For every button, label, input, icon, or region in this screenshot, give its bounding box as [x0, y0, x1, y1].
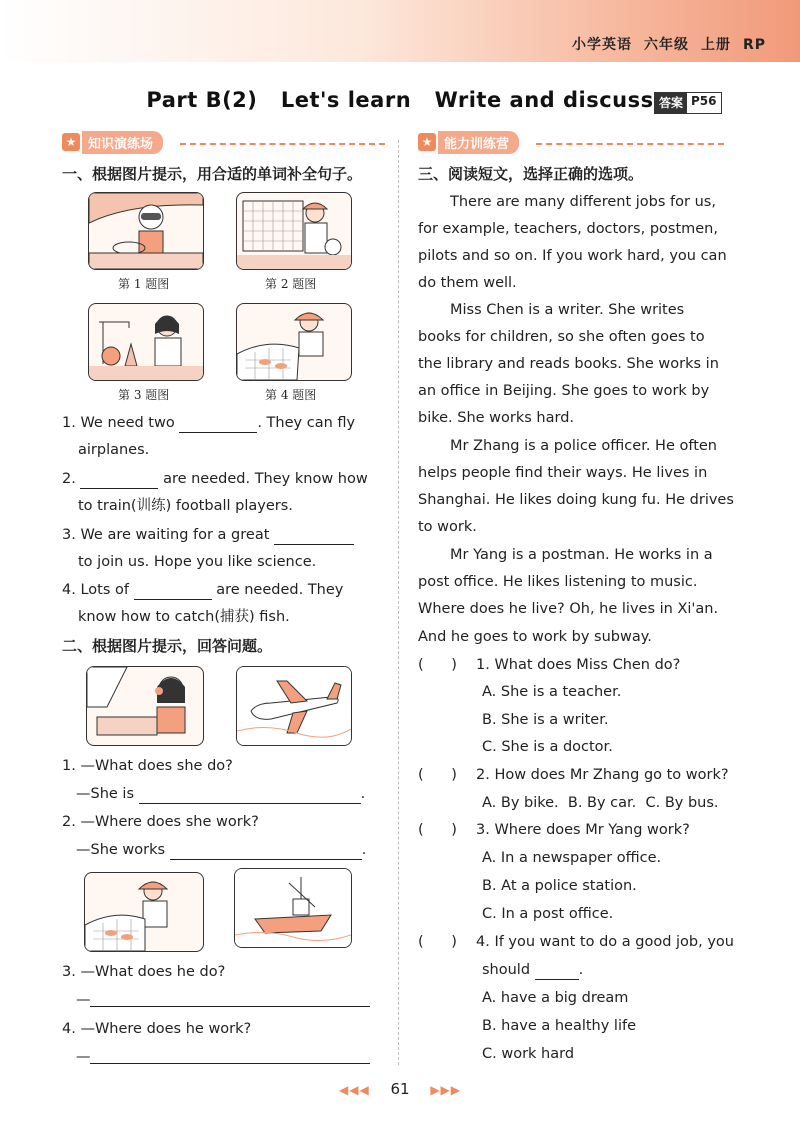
answer-field[interactable]: [170, 845, 362, 860]
answer-paren[interactable]: ( ): [418, 934, 457, 950]
answer-paren[interactable]: ( ): [418, 822, 457, 838]
option[interactable]: A. In a newspaper office.: [482, 850, 662, 866]
q1-item-3-cont: to join us. Hope you like science.: [78, 554, 317, 570]
option[interactable]: B. have a healthy life: [482, 1018, 637, 1034]
picture-fisherman-2: [84, 872, 204, 952]
q2-item-1-answer: —She is .: [76, 786, 366, 802]
option[interactable]: B. She is a writer.: [482, 712, 609, 728]
answer-paren[interactable]: ( ): [418, 767, 457, 783]
passage-line: Miss Chen is a writer. She writes: [450, 302, 685, 318]
answer-line[interactable]: [90, 1063, 370, 1064]
q2-item-2-answer: —She works .: [76, 842, 367, 858]
passage-line: helps people find their ways. He lives in: [418, 465, 708, 481]
q1-item-4: 4. Lots of are needed. They: [62, 582, 344, 598]
section-divider-left: [180, 143, 385, 145]
passage-line: Where does he live? Oh, he lives in Xi'an.: [418, 601, 719, 617]
q1-item-3: 3. We are waiting for a great: [62, 525, 354, 545]
option[interactable]: C. work hard: [482, 1046, 575, 1062]
picture-scientist: [88, 303, 204, 381]
header-grade: 六年级: [643, 37, 689, 53]
section-tag-right-label: 能力训练营: [438, 131, 519, 154]
picture-fishing-boat: [234, 868, 352, 948]
picture-coach: [236, 192, 352, 270]
passage-line: do them well.: [418, 275, 517, 291]
option[interactable]: C. She is a doctor.: [482, 739, 613, 755]
q1-item-1: 1. We need two . They can fly: [62, 415, 356, 431]
caption-3: 第 3 题图: [118, 388, 170, 402]
option[interactable]: C. In a post office.: [482, 906, 614, 922]
blank-field[interactable]: [80, 474, 158, 489]
q2-item-2-question: 2. —Where does she work?: [62, 814, 259, 830]
section-tag-right: [418, 131, 519, 153]
q1-heading: 一、根据图片提示，用合适的单词补全句子。: [62, 165, 363, 183]
q1-item-2: 2. are needed. They know how: [62, 471, 368, 487]
passage-line: Mr Yang is a postman. He works in a: [450, 547, 713, 563]
star-icon: ★: [418, 133, 436, 151]
question-stem-4-cont: should .: [482, 962, 584, 978]
blank-field[interactable]: [179, 418, 257, 433]
header-label: [560, 34, 766, 54]
passage-line: for example, teachers, doctors, postmen,: [418, 221, 718, 237]
passage-line: post office. He likes listening to music.: [418, 574, 698, 590]
q2-item-4-dash: —: [76, 1049, 91, 1065]
header-volume: 上册: [700, 37, 731, 53]
page-number: 61: [390, 1080, 410, 1098]
passage-line: pilots and so on. If you work hard, you can: [418, 248, 727, 264]
q3-heading: 三、阅读短文，选择正确的选项。: [418, 165, 644, 183]
question-stem-1: 1. What does Miss Chen do?: [476, 657, 681, 673]
picture-pilot-woman: [86, 666, 204, 746]
question-stem-4: 4. If you want to do a good job, you: [476, 934, 734, 950]
column-divider: [398, 140, 399, 1065]
header-subject: 小学英语: [571, 37, 632, 53]
option[interactable]: A. have a big dream: [482, 990, 629, 1006]
passage-line: And he goes to work by subway.: [418, 629, 652, 645]
passage-line: the library and reads books. She works in: [418, 356, 719, 372]
answer-label: 答案: [655, 93, 687, 113]
header-edition: RP: [742, 37, 766, 53]
q2-item-4-question: 4. —Where does he work?: [62, 1021, 252, 1037]
caption-2: 第 2 题图: [265, 277, 317, 291]
section-tag-left: [62, 131, 163, 153]
passage-line: Mr Zhang is a police officer. He often: [450, 438, 717, 454]
caption-1: 第 1 题图: [118, 277, 170, 291]
q1-item-1-cont: airplanes.: [78, 442, 150, 458]
q2-heading: 二、根据图片提示，回答问题。: [62, 637, 273, 655]
option[interactable]: B. At a police station.: [482, 878, 637, 894]
picture-pilot: [88, 192, 204, 270]
passage-line: bike. She works hard.: [418, 410, 575, 426]
answer-page: P56: [687, 93, 721, 113]
q1-item-4-cont: know how to catch(捕获) fish.: [78, 609, 290, 625]
blank-field[interactable]: [134, 585, 212, 600]
section-tag-left-label: 知识演练场: [82, 131, 163, 154]
passage-line: Shanghai. He likes doing kung fu. He drives: [418, 492, 734, 508]
caption-4: 第 4 题图: [265, 388, 317, 402]
right-arrows-icon: ▶▶▶: [430, 1083, 462, 1097]
option[interactable]: A. She is a teacher.: [482, 684, 622, 700]
picture-fisherman: [236, 303, 352, 381]
answer-badge[interactable]: [654, 92, 722, 114]
section-divider-right: [536, 143, 724, 145]
q1-item-2-cont: to train(训练) football players.: [78, 498, 293, 514]
passage-line: an office in Beijing. She goes to work by: [418, 383, 710, 399]
answer-paren[interactable]: ( ): [418, 657, 457, 673]
page-footer: [0, 1080, 800, 1098]
blank-field[interactable]: [535, 965, 579, 980]
left-arrows-icon: ◀◀◀: [338, 1083, 370, 1097]
q2-item-3-question: 3. —What does he do?: [62, 964, 226, 980]
answer-line[interactable]: [90, 1006, 370, 1007]
answer-field[interactable]: [139, 789, 361, 804]
passage-line: books for children, so she often goes to: [418, 329, 705, 345]
blank-field[interactable]: [274, 530, 354, 545]
question-stem-2: 2. How does Mr Zhang go to work?: [476, 767, 729, 783]
passage-line: There are many different jobs for us,: [450, 194, 716, 210]
passage-line: to work.: [418, 519, 477, 535]
q2-item-1-question: 1. —What does she do?: [62, 758, 233, 774]
question-stem-3: 3. Where does Mr Yang work?: [476, 822, 690, 838]
option[interactable]: A. By bike. B. By car. C. By bus.: [482, 795, 719, 811]
page-title: Part B(2) Let's learn Write and discuss: [146, 88, 654, 112]
star-icon: ★: [62, 133, 80, 151]
picture-airplane: [236, 666, 352, 746]
q2-item-3-dash: —: [76, 992, 91, 1008]
